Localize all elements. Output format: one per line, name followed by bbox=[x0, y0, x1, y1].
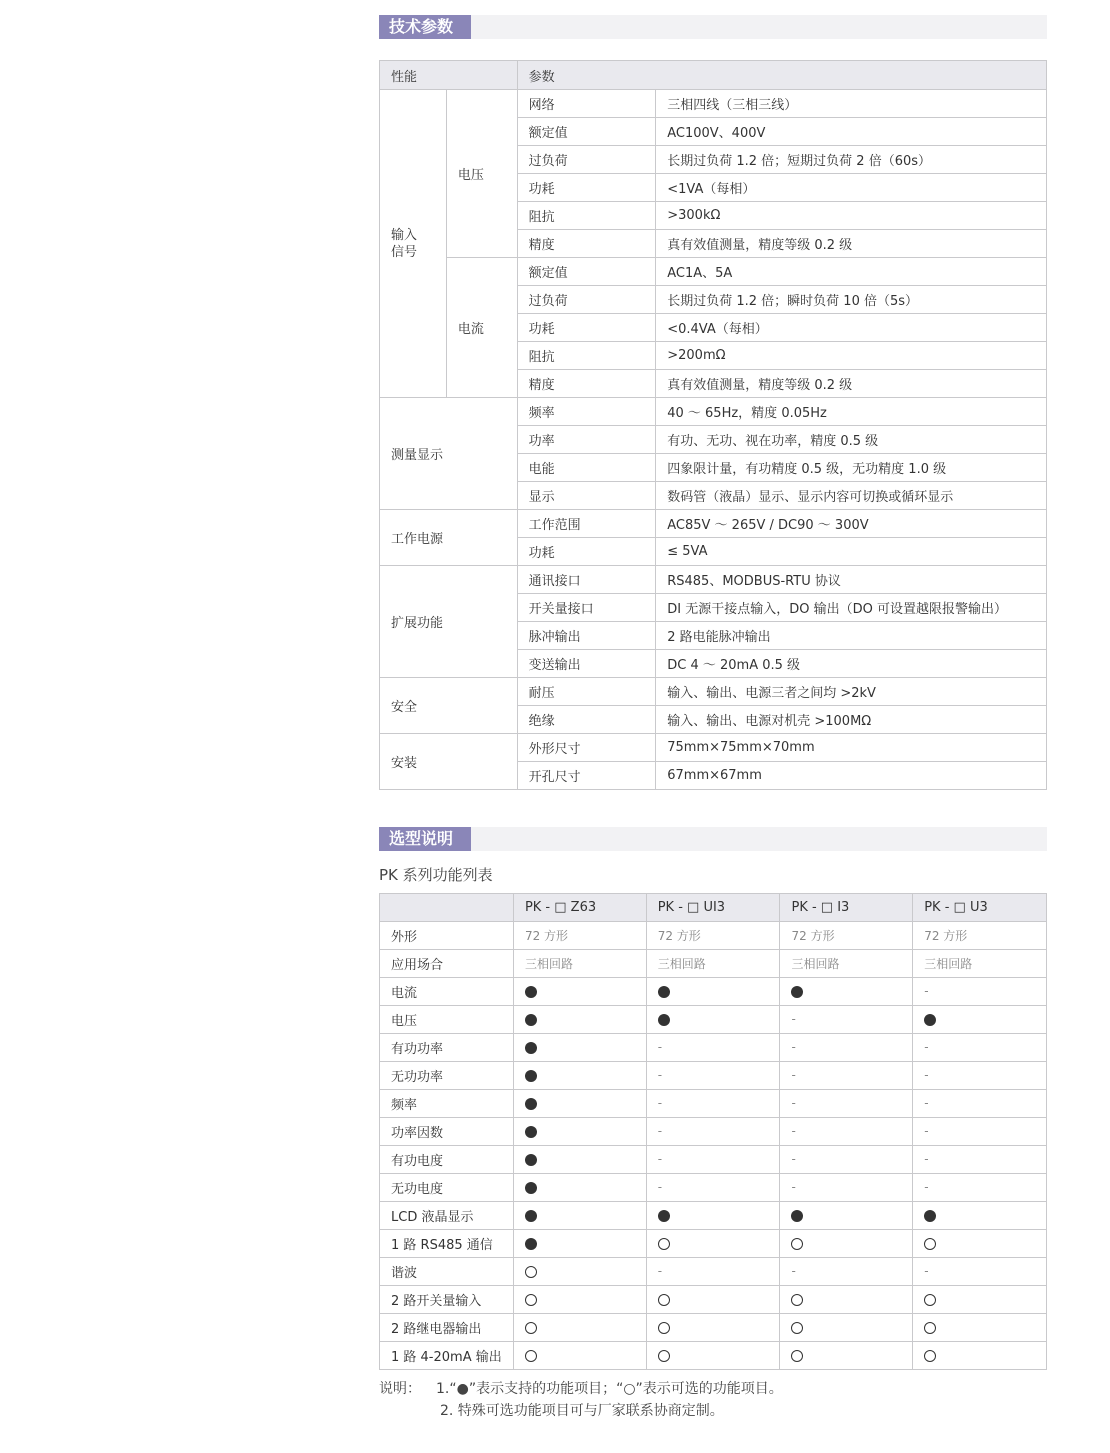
select-cell bbox=[646, 1314, 780, 1342]
spec-input-signal-text: 输入信号 bbox=[391, 227, 418, 260]
filled-dot-icon bbox=[525, 1126, 537, 1138]
spec-row-value: 输入、输出、电源三者之间均 >2kV bbox=[656, 678, 1047, 706]
filled-dot-icon bbox=[658, 1210, 670, 1222]
spec-row-value: 67mm×67mm bbox=[656, 762, 1047, 790]
open-circle-icon bbox=[525, 1294, 537, 1306]
filled-dot-icon bbox=[525, 1042, 537, 1054]
open-circle-icon bbox=[791, 1322, 803, 1334]
select-header-blank bbox=[380, 894, 514, 922]
dash-text: - bbox=[791, 1096, 796, 1110]
spec-row-value: >300kΩ bbox=[656, 202, 1047, 230]
select-cell bbox=[646, 1286, 780, 1314]
select-cell bbox=[646, 922, 780, 950]
open-circle-icon bbox=[924, 1350, 936, 1362]
filled-dot-icon bbox=[924, 1210, 936, 1222]
spec-row-key: 精度 bbox=[517, 230, 656, 258]
dash-text: 三相回路 bbox=[657, 957, 706, 971]
select-cell bbox=[780, 1314, 913, 1342]
spec-row-key: 额定值 bbox=[517, 118, 656, 146]
select-cell bbox=[780, 1090, 913, 1118]
select-row-label: 2 路开关量输入 bbox=[380, 1286, 514, 1314]
spec-row-key: 外形尺寸 bbox=[517, 734, 656, 762]
spec-row-value: AC85V ～ 265V / DC90 ～ 300V bbox=[656, 510, 1047, 538]
select-row-label: 外形 bbox=[380, 922, 514, 950]
select-cell bbox=[780, 950, 913, 978]
spec-row-value: 长期过负荷 1.2 倍；瞬时负荷 10 倍（5s） bbox=[656, 286, 1047, 314]
select-row-label: LCD 液晶显示 bbox=[380, 1202, 514, 1230]
select-cell bbox=[646, 1146, 780, 1174]
spec-header-parameter: 参数 bbox=[517, 61, 1046, 90]
select-row-label: 2 路继电器输出 bbox=[380, 1314, 514, 1342]
dash-text: - bbox=[657, 1068, 663, 1082]
select-cell bbox=[913, 922, 1047, 950]
filled-dot-icon bbox=[791, 986, 803, 998]
filled-dot-icon bbox=[658, 1014, 670, 1026]
spec-row-value: 2 路电能脉冲输出 bbox=[656, 622, 1047, 650]
select-cell bbox=[780, 1146, 913, 1174]
select-cell bbox=[513, 1062, 646, 1090]
open-circle-icon bbox=[658, 1322, 670, 1334]
dash-text: 72 方形 bbox=[524, 929, 569, 943]
open-circle-icon bbox=[791, 1294, 803, 1306]
select-cell bbox=[780, 978, 913, 1006]
select-cell bbox=[780, 1118, 913, 1146]
spec-row-key: 通讯接口 bbox=[517, 566, 656, 594]
filled-dot-icon bbox=[924, 1014, 936, 1026]
select-cell bbox=[513, 1090, 646, 1118]
open-circle-icon bbox=[525, 1322, 537, 1334]
select-cell bbox=[646, 1062, 780, 1090]
select-row-label: 应用场合 bbox=[380, 950, 514, 978]
dash-text: - bbox=[924, 1264, 929, 1278]
spec-row-value: 长期过负荷 1.2 倍；短期过负荷 2 倍（60s） bbox=[656, 146, 1047, 174]
spec-input-signal-label bbox=[380, 90, 447, 398]
select-cell bbox=[646, 1006, 780, 1034]
select-row-label: 无功功率 bbox=[380, 1062, 514, 1090]
spec-row-value: RS485、MODBUS-RTU 协议 bbox=[656, 566, 1047, 594]
filled-dot-icon bbox=[525, 1098, 537, 1110]
select-cell bbox=[646, 1090, 780, 1118]
select-cell bbox=[646, 1034, 780, 1062]
spec-row-value: AC100V、400V bbox=[656, 118, 1047, 146]
select-cell bbox=[513, 1258, 646, 1286]
dash-text: - bbox=[924, 1068, 929, 1082]
filled-dot-icon bbox=[525, 1182, 537, 1194]
spec-row-key: 变送输出 bbox=[517, 650, 656, 678]
select-cell bbox=[513, 1118, 646, 1146]
filled-dot-icon bbox=[525, 1238, 537, 1250]
dash-text: - bbox=[924, 1124, 929, 1138]
spec-row-value: ≤ 5VA bbox=[656, 538, 1047, 566]
select-table bbox=[379, 893, 1047, 1370]
select-cell bbox=[513, 922, 646, 950]
select-cell bbox=[780, 1062, 913, 1090]
select-cell bbox=[646, 1118, 780, 1146]
select-cell bbox=[780, 1286, 913, 1314]
dash-text: - bbox=[657, 1180, 663, 1194]
spec-row-key: 阻抗 bbox=[517, 202, 656, 230]
spec-row-key: 显示 bbox=[517, 482, 656, 510]
select-section-title: 选型说明 bbox=[379, 827, 471, 851]
select-cell bbox=[913, 1006, 1047, 1034]
select-row-label: 有功电度 bbox=[380, 1146, 514, 1174]
spec-row-value: <0.4VA（每相） bbox=[656, 314, 1047, 342]
select-header-model: PK - □ I3 bbox=[780, 894, 913, 922]
select-cell bbox=[513, 1146, 646, 1174]
select-row-label: 有功功率 bbox=[380, 1034, 514, 1062]
select-section-bar bbox=[379, 827, 1047, 851]
spec-group-label: 测量显示 bbox=[380, 398, 518, 510]
spec-row-value: DC 4 ～ 20mA 0.5 级 bbox=[656, 650, 1047, 678]
filled-dot-icon bbox=[525, 986, 537, 998]
tech-section-bar bbox=[379, 15, 1047, 39]
spec-row-key: 过负荷 bbox=[517, 286, 656, 314]
dash-text: - bbox=[924, 1096, 929, 1110]
spec-group-label: 扩展功能 bbox=[380, 566, 518, 678]
dash-text: 三相回路 bbox=[524, 957, 573, 971]
select-header-model: PK - □ U3 bbox=[913, 894, 1047, 922]
filled-dot-icon bbox=[791, 1210, 803, 1222]
spec-row-key: 电能 bbox=[517, 454, 656, 482]
spec-row-value: 数码管（液晶）显示、显示内容可切换或循环显示 bbox=[656, 482, 1047, 510]
spec-group-label: 安装 bbox=[380, 734, 518, 790]
spec-row-value: AC1A、5A bbox=[656, 258, 1047, 286]
dash-text: - bbox=[924, 1180, 929, 1194]
select-cell bbox=[780, 1006, 913, 1034]
select-header-model: PK - □ Z63 bbox=[513, 894, 646, 922]
open-circle-icon bbox=[791, 1238, 803, 1250]
select-cell bbox=[780, 1258, 913, 1286]
select-cell bbox=[913, 1062, 1047, 1090]
select-cell bbox=[513, 1314, 646, 1342]
select-row-label: 谐波 bbox=[380, 1258, 514, 1286]
dash-text: 三相回路 bbox=[924, 957, 973, 971]
spec-row-value: >200mΩ bbox=[656, 342, 1047, 370]
spec-group-label: 安全 bbox=[380, 678, 518, 734]
dash-text: 72 方形 bbox=[657, 929, 701, 943]
spec-row-key: 脉冲输出 bbox=[517, 622, 656, 650]
open-circle-icon bbox=[924, 1322, 936, 1334]
notes-line-2: 2. 特殊可选功能项目可与厂家联系协商定制。 bbox=[440, 1403, 724, 1419]
spec-row-value: <1VA（每相） bbox=[656, 174, 1047, 202]
select-cell bbox=[513, 1286, 646, 1314]
select-cell bbox=[646, 1230, 780, 1258]
dash-text: - bbox=[791, 1264, 796, 1278]
dash-text: - bbox=[791, 1068, 796, 1082]
open-circle-icon bbox=[658, 1350, 670, 1362]
spec-row-key: 精度 bbox=[517, 370, 656, 398]
spec-row-value: DI 无源干接点输入，DO 输出（DO 可设置越限报警输出） bbox=[656, 594, 1047, 622]
open-circle-icon bbox=[658, 1294, 670, 1306]
select-cell bbox=[913, 1146, 1047, 1174]
spec-row-key: 开关量接口 bbox=[517, 594, 656, 622]
dash-text: 72 方形 bbox=[791, 929, 835, 943]
select-subtitle: PK 系列功能列表 bbox=[379, 866, 493, 884]
select-cell bbox=[646, 950, 780, 978]
spec-voltage-label: 电压 bbox=[446, 90, 517, 258]
select-cell bbox=[913, 1090, 1047, 1118]
select-cell bbox=[646, 1258, 780, 1286]
select-cell bbox=[513, 950, 646, 978]
select-cell bbox=[646, 1174, 780, 1202]
select-cell bbox=[913, 1286, 1047, 1314]
filled-dot-icon bbox=[525, 1210, 537, 1222]
dash-text: - bbox=[924, 984, 929, 998]
select-row-label: 功率因数 bbox=[380, 1118, 514, 1146]
select-cell bbox=[913, 1342, 1047, 1370]
select-cell bbox=[780, 1034, 913, 1062]
select-cell bbox=[513, 1342, 646, 1370]
select-cell bbox=[513, 1174, 646, 1202]
select-cell bbox=[513, 978, 646, 1006]
dash-text: - bbox=[791, 1152, 796, 1166]
open-circle-icon bbox=[525, 1266, 537, 1278]
notes-line-1: 1.“●”表示支持的功能项目；“○”表示可选的功能项目。 bbox=[436, 1381, 783, 1397]
select-cell bbox=[913, 1202, 1047, 1230]
spec-row-key: 开孔尺寸 bbox=[517, 762, 656, 790]
dash-text: - bbox=[924, 1040, 929, 1054]
select-cell bbox=[780, 922, 913, 950]
spec-row-key: 功耗 bbox=[517, 174, 656, 202]
select-cell bbox=[780, 1202, 913, 1230]
filled-dot-icon bbox=[525, 1154, 537, 1166]
select-row-label: 1 路 RS485 通信 bbox=[380, 1230, 514, 1258]
select-cell bbox=[513, 1006, 646, 1034]
spec-row-value: 真有效值测量，精度等级 0.2 级 bbox=[656, 230, 1047, 258]
select-cell bbox=[513, 1202, 646, 1230]
open-circle-icon bbox=[924, 1238, 936, 1250]
select-cell bbox=[913, 1118, 1047, 1146]
spec-row-key: 功率 bbox=[517, 426, 656, 454]
select-cell bbox=[646, 1342, 780, 1370]
open-circle-icon bbox=[658, 1238, 670, 1250]
select-cell bbox=[646, 1202, 780, 1230]
select-header-model: PK - □ UI3 bbox=[646, 894, 780, 922]
dash-text: - bbox=[791, 1012, 796, 1026]
spec-row-value: 四象限计量，有功精度 0.5 级，无功精度 1.0 级 bbox=[656, 454, 1047, 482]
spec-row-key: 频率 bbox=[517, 398, 656, 426]
spec-row-key: 绝缘 bbox=[517, 706, 656, 734]
dash-text: - bbox=[657, 1264, 663, 1278]
dash-text: - bbox=[791, 1180, 796, 1194]
select-cell bbox=[780, 1174, 913, 1202]
spec-row-key: 功耗 bbox=[517, 538, 656, 566]
spec-group-label: 工作电源 bbox=[380, 510, 518, 566]
dash-text: - bbox=[791, 1040, 796, 1054]
dash-text: 72 方形 bbox=[924, 929, 968, 943]
select-cell bbox=[913, 950, 1047, 978]
select-cell bbox=[913, 1314, 1047, 1342]
open-circle-icon bbox=[924, 1294, 936, 1306]
tech-section-title: 技术参数 bbox=[379, 15, 471, 39]
select-row-label: 电压 bbox=[380, 1006, 514, 1034]
dash-text: - bbox=[657, 1040, 663, 1054]
dash-text: - bbox=[657, 1124, 663, 1138]
select-row-label: 电流 bbox=[380, 978, 514, 1006]
open-circle-icon bbox=[525, 1350, 537, 1362]
select-cell bbox=[913, 1230, 1047, 1258]
spec-row-key: 过负荷 bbox=[517, 146, 656, 174]
dash-text: - bbox=[657, 1096, 663, 1110]
select-row-label: 1 路 4-20mA 输出 bbox=[380, 1342, 514, 1370]
spec-row-value: 输入、输出、电源对机壳 >100MΩ bbox=[656, 706, 1047, 734]
spec-current-label: 电流 bbox=[446, 258, 517, 398]
spec-header-performance: 性能 bbox=[380, 61, 518, 90]
spec-row-value: 有功、无功、视在功率，精度 0.5 级 bbox=[656, 426, 1047, 454]
spec-row-key: 耐压 bbox=[517, 678, 656, 706]
spec-row-value: 三相四线（三相三线） bbox=[656, 90, 1047, 118]
spec-row-key: 阻抗 bbox=[517, 342, 656, 370]
spec-table bbox=[379, 60, 1047, 790]
spec-row-key: 网络 bbox=[517, 90, 656, 118]
dash-text: - bbox=[924, 1152, 929, 1166]
notes bbox=[379, 1378, 783, 1422]
select-cell bbox=[913, 1258, 1047, 1286]
notes-prefix: 说明： bbox=[379, 1381, 421, 1397]
filled-dot-icon bbox=[525, 1070, 537, 1082]
dash-text: - bbox=[657, 1152, 663, 1166]
spec-row-key: 工作范围 bbox=[517, 510, 656, 538]
open-circle-icon bbox=[791, 1350, 803, 1362]
select-row-label: 无功电度 bbox=[380, 1174, 514, 1202]
select-cell bbox=[913, 1174, 1047, 1202]
select-cell bbox=[646, 978, 780, 1006]
select-row-label: 频率 bbox=[380, 1090, 514, 1118]
spec-row-key: 功耗 bbox=[517, 314, 656, 342]
select-cell bbox=[513, 1034, 646, 1062]
select-cell bbox=[780, 1230, 913, 1258]
select-cell bbox=[913, 978, 1047, 1006]
select-cell bbox=[780, 1342, 913, 1370]
dash-text: 三相回路 bbox=[791, 957, 840, 971]
spec-row-value: 40 ～ 65Hz，精度 0.05Hz bbox=[656, 398, 1047, 426]
spec-row-value: 真有效值测量，精度等级 0.2 级 bbox=[656, 370, 1047, 398]
select-cell bbox=[913, 1034, 1047, 1062]
spec-row-key: 额定值 bbox=[517, 258, 656, 286]
filled-dot-icon bbox=[525, 1014, 537, 1026]
dash-text: - bbox=[791, 1124, 796, 1138]
select-cell bbox=[513, 1230, 646, 1258]
filled-dot-icon bbox=[658, 986, 670, 998]
spec-row-value: 75mm×75mm×70mm bbox=[656, 734, 1047, 762]
